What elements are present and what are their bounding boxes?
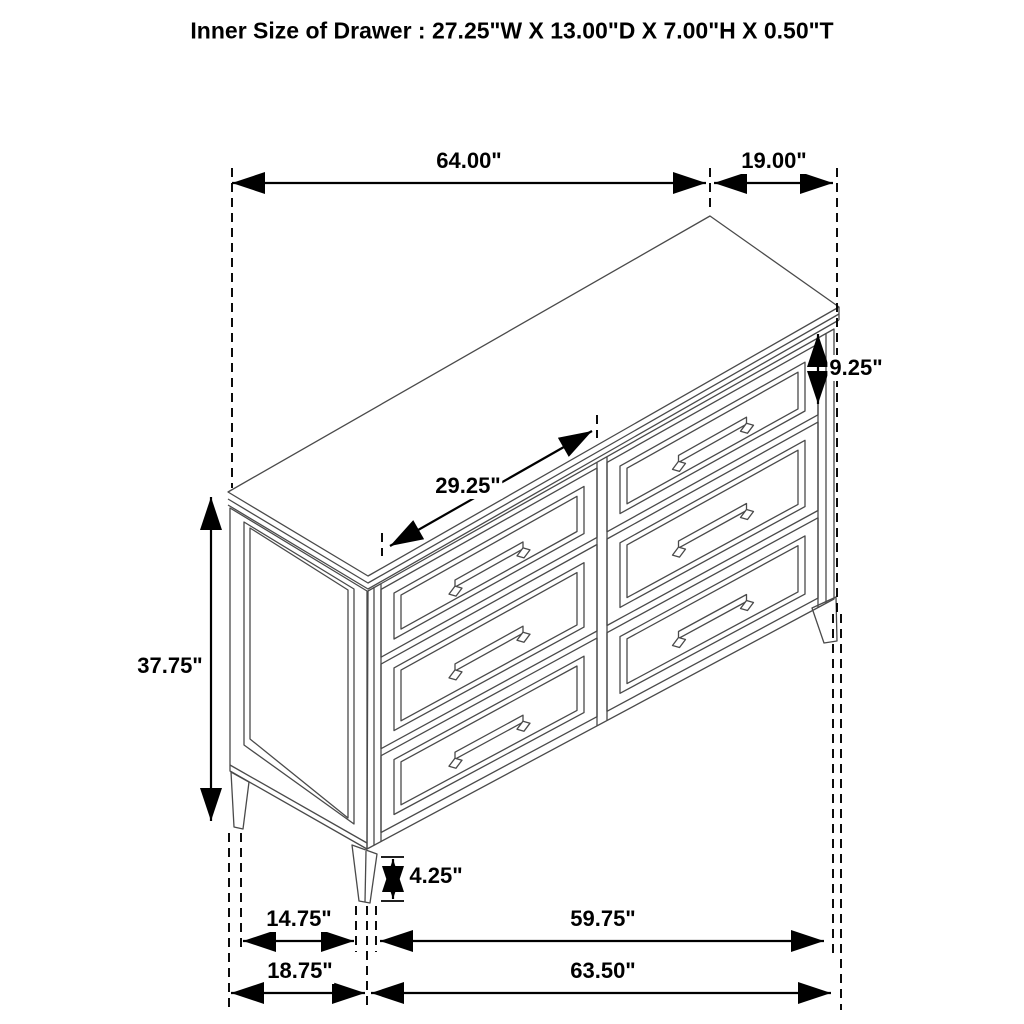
- front-left-leg-edge: [365, 851, 366, 902]
- drawer-handle-foot: [673, 638, 686, 648]
- drawer-fronts: [381, 344, 818, 833]
- dim-label-front-leg-span: 59.75": [570, 906, 636, 931]
- dim-label-inner-drawer-width: 29.25": [435, 473, 501, 498]
- dim-label-front-width: 63.50": [570, 958, 636, 983]
- drawer-handle-foot: [673, 547, 686, 557]
- drawer-handle: [455, 626, 523, 671]
- drawer-handle-foot: [449, 586, 462, 596]
- back-left-leg: [231, 772, 249, 829]
- drawing-title: Inner Size of Drawer : 27.25"W X 13.00"D X 7.00"H X 0.50"T: [190, 17, 834, 44]
- drawer-handle-foot: [449, 758, 462, 768]
- dim-label-top-drawer-height: 9.25": [829, 355, 883, 380]
- drawer-handle-foot: [449, 670, 462, 680]
- front-face: [367, 329, 834, 849]
- side-bottom-rail: [230, 765, 367, 843]
- dim-label-top-depth: 19.00": [741, 148, 807, 173]
- top-edge-band-1: [228, 314, 839, 583]
- drawer-handle: [455, 715, 523, 759]
- dim-label-side-leg-span: 14.75": [266, 906, 332, 931]
- dim-label-top-width: 64.00": [436, 148, 502, 173]
- dim-label-leg-height: 4.25": [409, 863, 463, 888]
- drawer-handle: [679, 595, 747, 639]
- top-surface: [228, 216, 839, 576]
- drawer-handle-foot: [673, 461, 686, 471]
- dim-label-side-depth: 18.75": [267, 958, 333, 983]
- dimension-lines: [211, 168, 841, 1010]
- cabinet-structure: [228, 216, 839, 903]
- dim-label-overall-height: 37.75": [137, 653, 203, 678]
- front-left-leg: [352, 845, 377, 903]
- side-panel-inner: [250, 528, 348, 818]
